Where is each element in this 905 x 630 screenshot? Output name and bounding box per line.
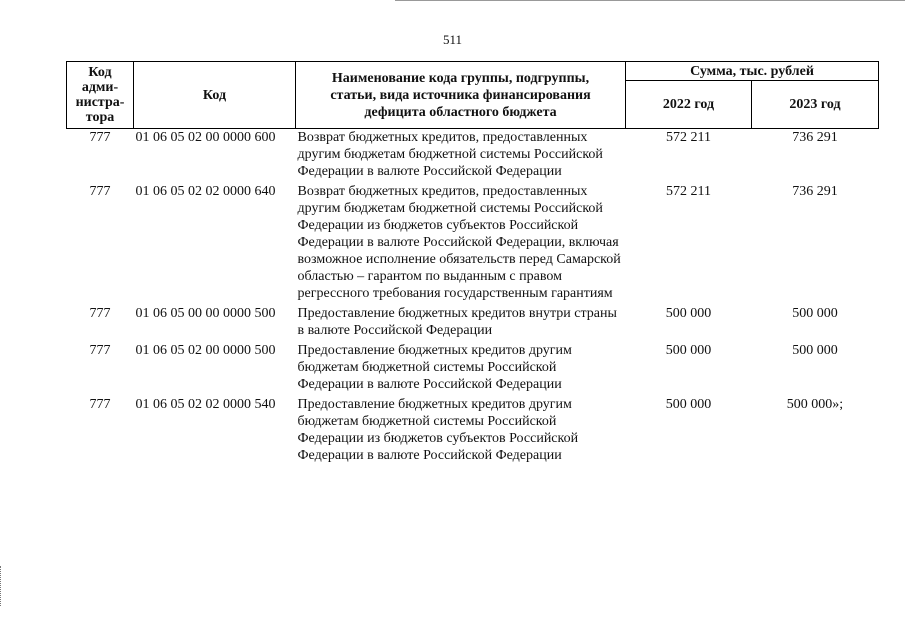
- header-year-2022: 2022 год: [626, 81, 752, 129]
- table-row: [67, 396, 879, 467]
- sum-2023-cell: 500 000: [792, 306, 838, 321]
- sum-2022-cell: 500 000: [665, 343, 712, 358]
- header-name: Наименование кода группы, подгруппы, статьи, вида источника финансирования дефицита областного бюджета: [296, 62, 626, 129]
- sum-2023-cell: 736 291: [792, 130, 838, 145]
- header-year-2023: 2023 год: [752, 81, 879, 129]
- sum-2022-cell: 572 211: [666, 130, 711, 145]
- name-cell: Возврат бюджетных кредитов, предоставленных другим бюджетам бюджетной системы Российской Федерации в валюте Российской Федерации: [297, 130, 603, 179]
- admin-code-cell: 777: [89, 306, 111, 321]
- code-cell: 01 06 05 02 02 0000 540: [135, 397, 276, 412]
- name-cell: Предоставление бюджетных кредитов другим бюджетам бюджетной системы Российской Федерации в валюте Российской Федерации: [297, 343, 572, 392]
- sum-2022-cell: 500 000: [665, 306, 712, 321]
- table-row: [67, 183, 879, 305]
- name-cell: Предоставление бюджетных кредитов внутри страны в валюте Российской Федерации: [297, 306, 617, 338]
- code-cell: 01 06 05 02 00 0000 600: [135, 130, 276, 145]
- sum-2023-cell: 500 000»;: [786, 397, 844, 412]
- sum-2023-cell: 500 000: [792, 343, 838, 358]
- table-row: [67, 305, 879, 342]
- budget-sources-table: [66, 61, 879, 467]
- header-admin-code: Код адми-нистра-тора: [67, 62, 134, 129]
- page-number: 511: [442, 32, 463, 47]
- name-cell: Предоставление бюджетных кредитов другим бюджетам бюджетной системы Российской Федерации из бюджетов субъектов Российской Федерации в валюте Российской Федерации: [297, 397, 579, 463]
- code-cell: 01 06 05 02 02 0000 640: [135, 184, 276, 199]
- admin-code-cell: 777: [89, 130, 111, 145]
- scan-edge-line: [395, 0, 905, 1]
- sum-2022-cell: 500 000: [665, 397, 712, 412]
- code-cell: 01 06 05 00 00 0000 500: [135, 306, 276, 321]
- header-code: Код: [134, 62, 296, 129]
- name-cell: Возврат бюджетных кредитов, предоставленных другим бюджетам бюджетной системы Российской Федерации из бюджетов субъектов Российской Федерации в валюте Российской Федерации, включая возможное исполнение обязательств перед Самарской областью – гарантом по выданным с правом регрессного требования государственным гарантиям: [297, 184, 621, 301]
- admin-code-cell: 777: [89, 343, 111, 358]
- admin-code-cell: 777: [89, 397, 111, 412]
- code-cell: 01 06 05 02 00 0000 500: [135, 343, 276, 358]
- header-sum-group: Сумма, тыс. рублей: [626, 62, 879, 81]
- table-row: [67, 129, 879, 184]
- admin-code-cell: 777: [89, 184, 111, 199]
- scan-margin-marks: [0, 566, 5, 606]
- sum-2023-cell: 736 291: [792, 184, 838, 199]
- table-row: [67, 342, 879, 396]
- sum-2022-cell: 572 211: [666, 184, 711, 199]
